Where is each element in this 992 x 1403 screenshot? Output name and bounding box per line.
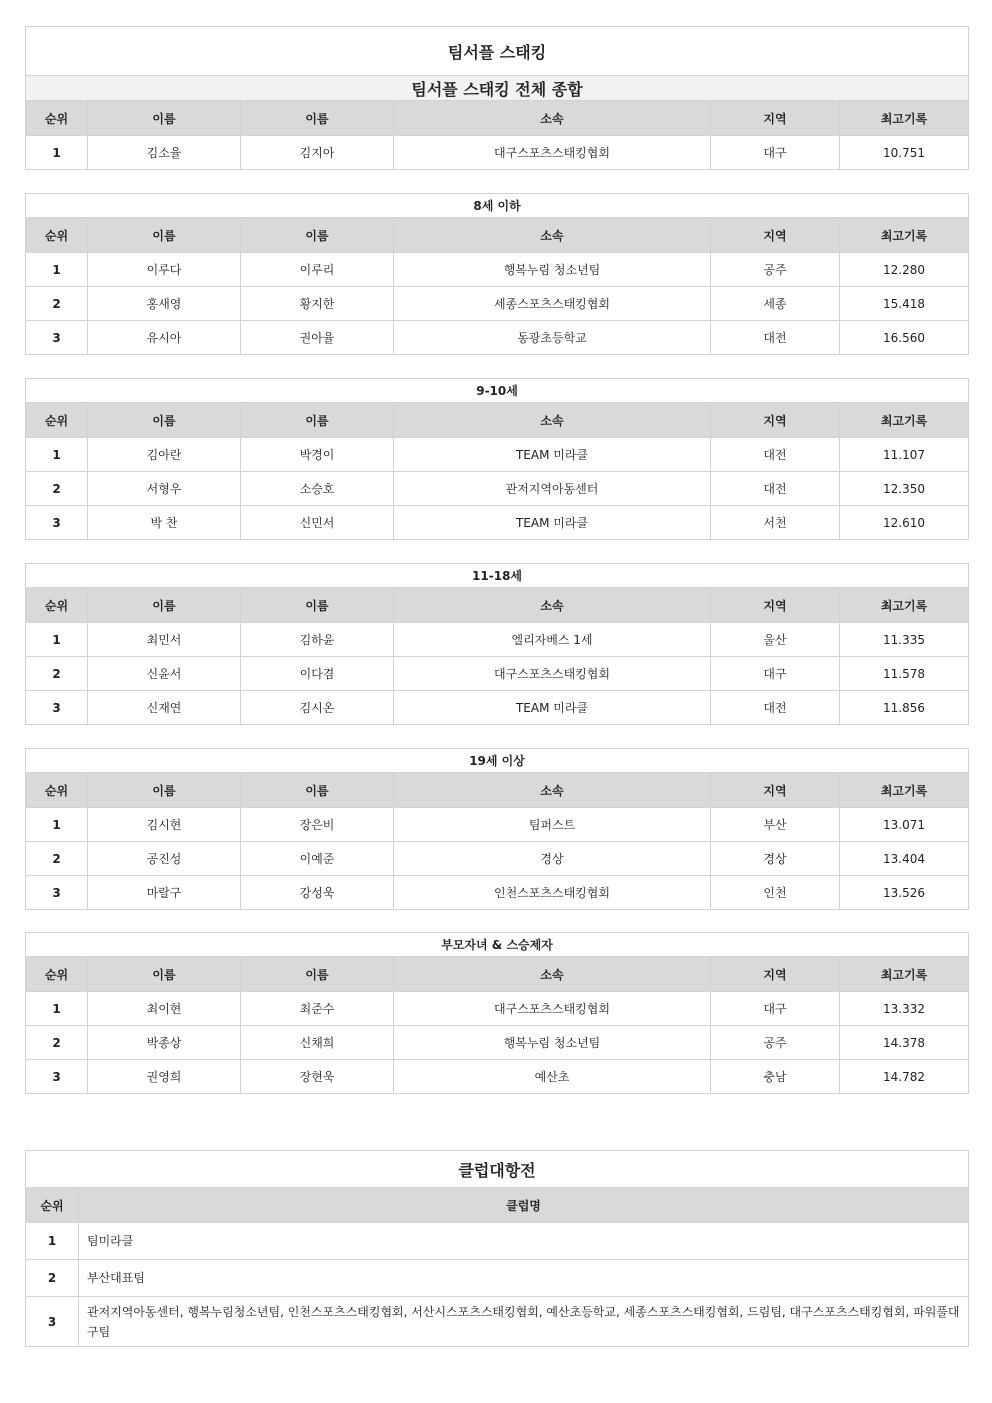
record-cell: 16.560 xyxy=(840,321,969,355)
table-row xyxy=(26,808,969,842)
rank-cell: 1 xyxy=(26,438,88,472)
club-name-cell: 부산대표팀 xyxy=(79,1260,969,1297)
rank-cell: 3 xyxy=(26,876,88,910)
affiliation-cell: TEAM 미라클 xyxy=(394,506,711,540)
name2-cell: 장은비 xyxy=(241,808,394,842)
header-row xyxy=(26,403,969,438)
record-cell: 15.418 xyxy=(840,287,969,321)
region-cell: 공주 xyxy=(711,253,840,287)
region-cell: 대전 xyxy=(711,321,840,355)
name2-cell: 황지한 xyxy=(241,287,394,321)
col-affiliation: 소속 xyxy=(394,588,711,623)
col-name2: 이름 xyxy=(241,773,394,808)
affiliation-cell: 예산초 xyxy=(394,1060,711,1094)
col-name2: 이름 xyxy=(241,588,394,623)
col-affiliation: 소속 xyxy=(394,218,711,253)
name1-cell: 유시아 xyxy=(88,321,241,355)
rank-cell: 3 xyxy=(26,1060,88,1094)
rank-cell: 3 xyxy=(26,321,88,355)
table-row xyxy=(26,506,969,540)
name2-cell: 김지아 xyxy=(241,136,394,170)
record-cell: 13.526 xyxy=(840,876,969,910)
col-rank: 순위 xyxy=(26,218,88,253)
region-cell: 대전 xyxy=(711,438,840,472)
region-cell: 인천 xyxy=(711,876,840,910)
group-title: 19세 이상 xyxy=(26,749,969,773)
col-name1: 이름 xyxy=(88,588,241,623)
col-name2: 이름 xyxy=(241,218,394,253)
name1-cell: 이루다 xyxy=(88,253,241,287)
affiliation-cell: 세종스포츠스태킹협회 xyxy=(394,287,711,321)
col-record: 최고기록 xyxy=(840,101,969,136)
club-rank-cell: 3 xyxy=(26,1297,79,1347)
record-cell: 10.751 xyxy=(840,136,969,170)
name1-cell: 김소율 xyxy=(88,136,241,170)
record-cell: 13.332 xyxy=(840,992,969,1026)
name2-cell: 최준수 xyxy=(241,992,394,1026)
col-name1: 이름 xyxy=(88,773,241,808)
club-row xyxy=(26,1297,969,1347)
col-region: 지역 xyxy=(711,101,840,136)
name1-cell: 최민서 xyxy=(88,623,241,657)
col-region: 지역 xyxy=(711,588,840,623)
name1-cell: 권영희 xyxy=(88,1060,241,1094)
rank-cell: 1 xyxy=(26,136,88,170)
name1-cell: 신재연 xyxy=(88,691,241,725)
affiliation-cell: 대구스포츠스태킹협회 xyxy=(394,136,711,170)
col-name1: 이름 xyxy=(88,218,241,253)
rank-cell: 2 xyxy=(26,657,88,691)
col-name2: 이름 xyxy=(241,957,394,992)
table-row xyxy=(26,876,969,910)
group-table xyxy=(25,932,969,1094)
header-row xyxy=(26,588,969,623)
record-cell: 13.071 xyxy=(840,808,969,842)
rank-cell: 1 xyxy=(26,808,88,842)
name1-cell: 박 찬 xyxy=(88,506,241,540)
group-title: 9-10세 xyxy=(26,379,969,403)
affiliation-cell: 행복누림 청소년팀 xyxy=(394,1026,711,1060)
record-cell: 12.610 xyxy=(840,506,969,540)
table-row xyxy=(26,321,969,355)
header-row xyxy=(26,101,969,136)
col-record: 최고기록 xyxy=(840,588,969,623)
rank-cell: 2 xyxy=(26,842,88,876)
name1-cell: 서형우 xyxy=(88,472,241,506)
name1-cell: 홍새영 xyxy=(88,287,241,321)
table-row xyxy=(26,657,969,691)
col-rank: 순위 xyxy=(26,588,88,623)
group-table xyxy=(25,748,969,910)
record-cell: 11.107 xyxy=(840,438,969,472)
affiliation-cell: TEAM 미라클 xyxy=(394,438,711,472)
col-affiliation: 소속 xyxy=(394,773,711,808)
col-record: 최고기록 xyxy=(840,403,969,438)
table-row xyxy=(26,136,969,170)
table-row xyxy=(26,253,969,287)
col-name2: 이름 xyxy=(241,403,394,438)
overall-subtitle: 팀서플 스태킹 전체 종합 xyxy=(26,76,969,101)
record-cell: 12.280 xyxy=(840,253,969,287)
club-table xyxy=(25,1150,969,1347)
name2-cell: 김하윤 xyxy=(241,623,394,657)
name1-cell: 김시현 xyxy=(88,808,241,842)
affiliation-cell: 인천스포츠스태킹협회 xyxy=(394,876,711,910)
col-name1: 이름 xyxy=(88,957,241,992)
col-affiliation: 소속 xyxy=(394,957,711,992)
page-title: 팀서플 스태킹 xyxy=(26,27,969,76)
name1-cell: 신윤서 xyxy=(88,657,241,691)
name2-cell: 권아율 xyxy=(241,321,394,355)
name2-cell: 신민서 xyxy=(241,506,394,540)
name2-cell: 소승호 xyxy=(241,472,394,506)
rank-cell: 3 xyxy=(26,506,88,540)
record-cell: 13.404 xyxy=(840,842,969,876)
table-row xyxy=(26,287,969,321)
name2-cell: 김시온 xyxy=(241,691,394,725)
record-cell: 14.782 xyxy=(840,1060,969,1094)
name2-cell: 이다겸 xyxy=(241,657,394,691)
table-row xyxy=(26,438,969,472)
col-region: 지역 xyxy=(711,957,840,992)
col-name1: 이름 xyxy=(88,403,241,438)
affiliation-cell: 경상 xyxy=(394,842,711,876)
affiliation-cell: TEAM 미라클 xyxy=(394,691,711,725)
name2-cell: 신채희 xyxy=(241,1026,394,1060)
col-affiliation: 소속 xyxy=(394,403,711,438)
affiliation-cell: 팀퍼스트 xyxy=(394,808,711,842)
col-affiliation: 소속 xyxy=(394,101,711,136)
name2-cell: 이루리 xyxy=(241,253,394,287)
rank-cell: 1 xyxy=(26,992,88,1026)
record-cell: 12.350 xyxy=(840,472,969,506)
col-record: 최고기록 xyxy=(840,957,969,992)
club-col-rank: 순위 xyxy=(26,1188,79,1223)
group-title: 8세 이하 xyxy=(26,194,969,218)
region-cell: 대구 xyxy=(711,136,840,170)
table-row xyxy=(26,472,969,506)
header-row xyxy=(26,773,969,808)
club-rank-cell: 2 xyxy=(26,1260,79,1297)
col-region: 지역 xyxy=(711,403,840,438)
rank-cell: 2 xyxy=(26,472,88,506)
region-cell: 대구 xyxy=(711,657,840,691)
affiliation-cell: 행복누림 청소년팀 xyxy=(394,253,711,287)
col-name1: 이름 xyxy=(88,101,241,136)
table-row xyxy=(26,1060,969,1094)
record-cell: 11.856 xyxy=(840,691,969,725)
affiliation-cell: 동광초등학교 xyxy=(394,321,711,355)
overall-table xyxy=(25,26,969,170)
group-title: 부모자녀 & 스승제자 xyxy=(26,933,969,957)
name2-cell: 강성욱 xyxy=(241,876,394,910)
affiliation-cell: 대구스포츠스태킹협회 xyxy=(394,657,711,691)
name2-cell: 장현욱 xyxy=(241,1060,394,1094)
club-name-cell: 관저지역아동센터, 행복누림청소년팀, 인천스포츠스태킹협회, 서산시스포츠스태킹협회, 예산초등학교, 세종스포츠스태킹협회, 드림팀, 대구스포츠스태킹협회, 파워풀대구팀 xyxy=(79,1297,969,1347)
col-record: 최고기록 xyxy=(840,218,969,253)
region-cell: 경상 xyxy=(711,842,840,876)
col-rank: 순위 xyxy=(26,101,88,136)
region-cell: 서천 xyxy=(711,506,840,540)
name1-cell: 마랄구 xyxy=(88,876,241,910)
table-row xyxy=(26,623,969,657)
col-region: 지역 xyxy=(711,773,840,808)
club-title: 클럽대항전 xyxy=(26,1151,969,1188)
name1-cell: 김아란 xyxy=(88,438,241,472)
record-cell: 11.578 xyxy=(840,657,969,691)
col-rank: 순위 xyxy=(26,773,88,808)
col-record: 최고기록 xyxy=(840,773,969,808)
affiliation-cell: 엘리자베스 1세 xyxy=(394,623,711,657)
club-row xyxy=(26,1223,969,1260)
group-title: 11-18세 xyxy=(26,564,969,588)
header-row xyxy=(26,218,969,253)
table-row xyxy=(26,842,969,876)
header-row xyxy=(26,957,969,992)
col-name2: 이름 xyxy=(241,101,394,136)
region-cell: 공주 xyxy=(711,1026,840,1060)
region-cell: 대전 xyxy=(711,472,840,506)
name1-cell: 최이현 xyxy=(88,992,241,1026)
record-cell: 14.378 xyxy=(840,1026,969,1060)
club-col-name: 클럽명 xyxy=(79,1188,969,1223)
affiliation-cell: 대구스포츠스태킹협회 xyxy=(394,992,711,1026)
table-row xyxy=(26,992,969,1026)
rank-cell: 1 xyxy=(26,253,88,287)
table-row xyxy=(26,691,969,725)
group-table xyxy=(25,563,969,725)
region-cell: 세종 xyxy=(711,287,840,321)
club-rank-cell: 1 xyxy=(26,1223,79,1260)
rank-cell: 1 xyxy=(26,623,88,657)
affiliation-cell: 관저지역아동센터 xyxy=(394,472,711,506)
region-cell: 대구 xyxy=(711,992,840,1026)
name2-cell: 박경이 xyxy=(241,438,394,472)
region-cell: 대전 xyxy=(711,691,840,725)
name2-cell: 이예준 xyxy=(241,842,394,876)
club-name-cell: 팀미라클 xyxy=(79,1223,969,1260)
record-cell: 11.335 xyxy=(840,623,969,657)
region-cell: 부산 xyxy=(711,808,840,842)
col-region: 지역 xyxy=(711,218,840,253)
rank-cell: 3 xyxy=(26,691,88,725)
group-table xyxy=(25,193,969,355)
rank-cell: 2 xyxy=(26,287,88,321)
club-row xyxy=(26,1260,969,1297)
name1-cell: 공진성 xyxy=(88,842,241,876)
group-table xyxy=(25,378,969,540)
rank-cell: 2 xyxy=(26,1026,88,1060)
region-cell: 울산 xyxy=(711,623,840,657)
table-row xyxy=(26,1026,969,1060)
col-rank: 순위 xyxy=(26,957,88,992)
club-header-row xyxy=(26,1188,969,1223)
name1-cell: 박종상 xyxy=(88,1026,241,1060)
region-cell: 충남 xyxy=(711,1060,840,1094)
col-rank: 순위 xyxy=(26,403,88,438)
